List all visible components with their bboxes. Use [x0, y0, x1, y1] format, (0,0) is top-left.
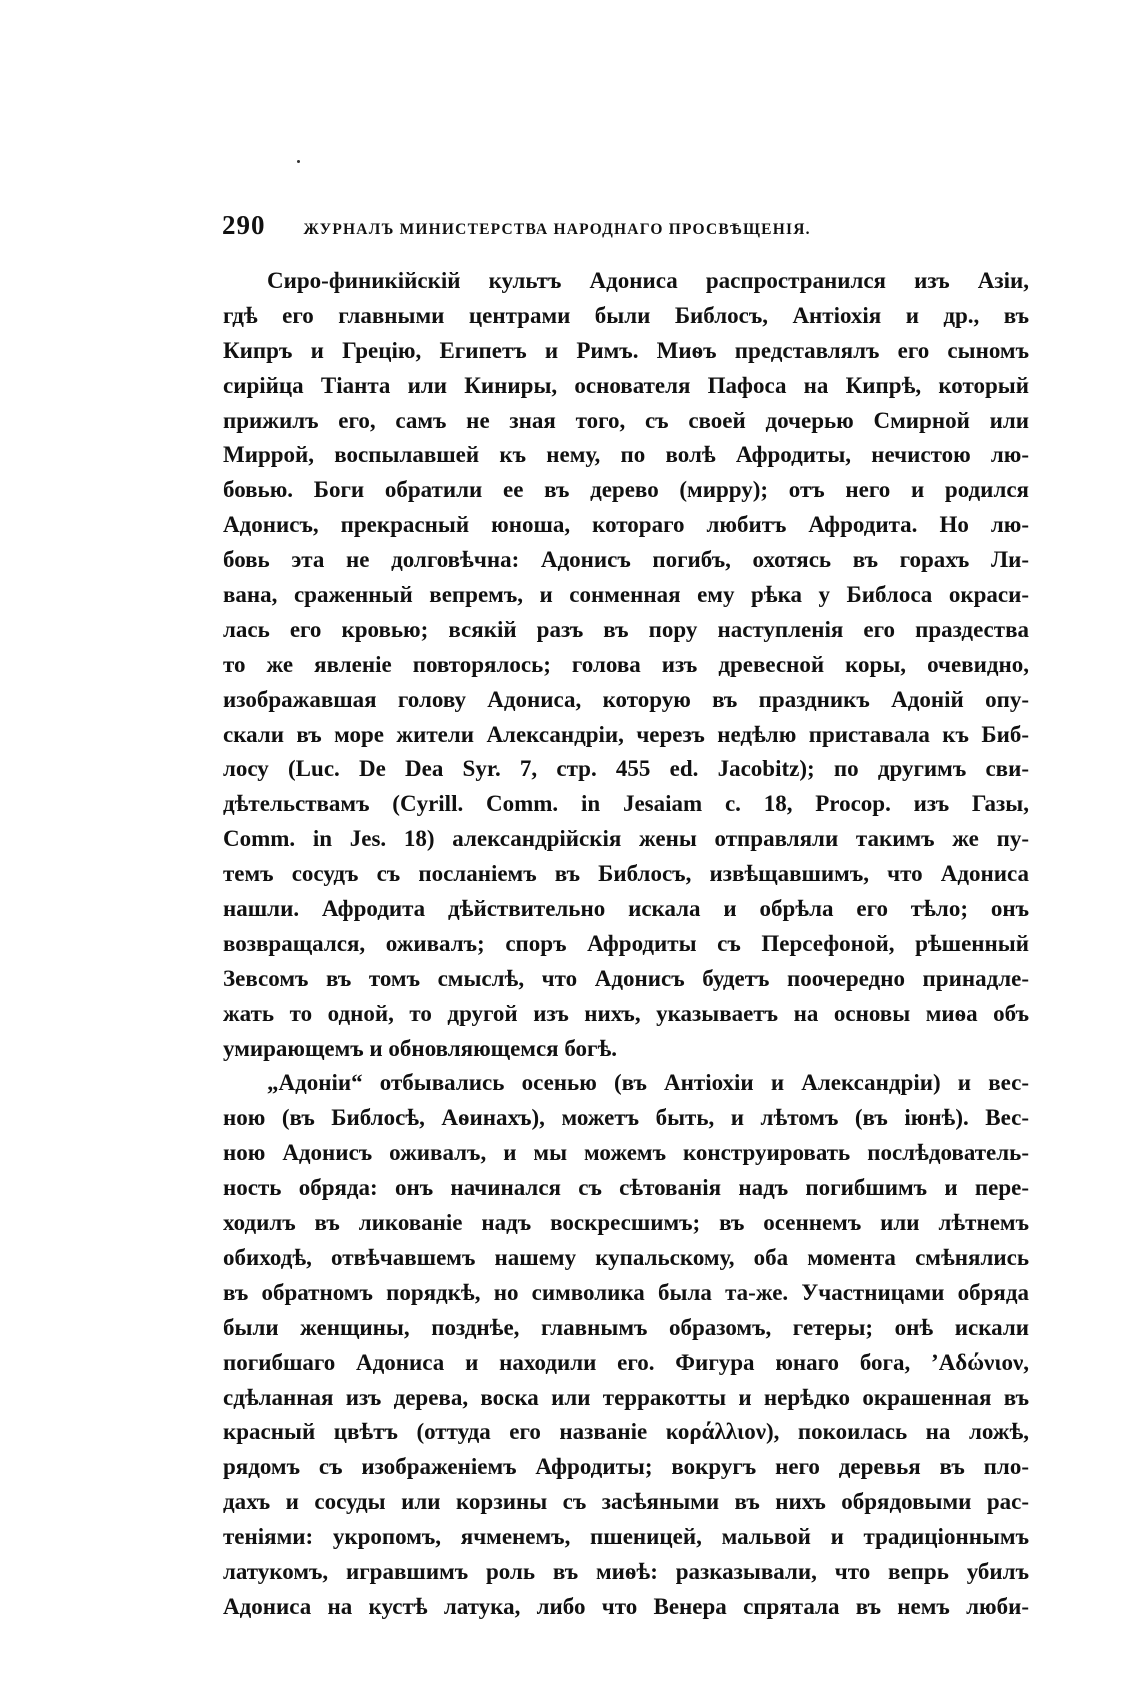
- text-line: лась его кровью; всякій разъ въ пору наступленія его праздества: [223, 616, 1029, 642]
- text-line: теніями: укропомъ, ячменемъ, пшеницей, мальвой и традиціоннымъ: [223, 1524, 1029, 1550]
- text-line: сдѣланная изъ дерева, воска или терракотты и нерѣдко окрашенная въ: [223, 1384, 1029, 1410]
- text-body: [223, 264, 1029, 1625]
- text-line: ною Адонисъ оживалъ, и мы можемъ конструировать послѣдователь-: [223, 1140, 1029, 1166]
- text-line: ность обряда: онъ начинался съ сѣтованія надъ погибшимъ и пере-: [223, 1175, 1029, 1201]
- ink-speck: [297, 160, 300, 163]
- text-line: вана, сраженный вепремъ, и сонменная ему рѣка у Библоса окраси-: [223, 582, 1029, 608]
- text-line: то же явленіе повторялось; голова изъ древесной коры, очевидно,: [223, 651, 1029, 677]
- text-line: красный цвѣтъ (оттуда его названіе κοράλλιον), покоилась на ложѣ,: [223, 1419, 1029, 1445]
- text-line: бовью. Боги обратили ее въ дерево (мирру); отъ него и родился: [223, 477, 1029, 503]
- text-line: Адонисъ, прекрасный юноша, котораго любитъ Афродита. Но лю-: [223, 512, 1029, 538]
- text-line: гдѣ его главными центрами были Библосъ, Антіохія и др., въ: [223, 302, 1029, 328]
- text-line: прижилъ его, самъ не зная того, съ своей дочерью Смирной или: [223, 407, 1029, 433]
- text-line: умирающемъ и обновляющемся богѣ.: [223, 1035, 618, 1061]
- text-line: скали въ море жители Александріи, черезъ недѣлю приставала къ Биб-: [223, 721, 1029, 747]
- text-line: сирійца Тіанта или Киниры, основателя Пафоса на Кипрѣ, который: [223, 372, 1029, 398]
- text-line: въ обратномъ порядкѣ, но символика была та-же. Участницами обряда: [223, 1279, 1029, 1305]
- text-line: Миррой, воспылавшей къ нему, по волѣ Афродиты, нечистою лю-: [223, 442, 1029, 468]
- text-line: бовь эта не долговѣчна: Адонисъ погибъ, охотясь въ горахъ Ли-: [223, 547, 1029, 573]
- text-line: темъ сосудъ съ посланіемъ въ Библосъ, извѣщавшимъ, что Адониса: [223, 861, 1029, 887]
- text-line: лосу (Luc. De Dea Syr. 7, стр. 455 ed. Jacobitz); по другимъ сви-: [223, 756, 1029, 782]
- text-line: дѣтельствамъ (Cyrill. Comm. in Jesaiam c. 18, Procop. изъ Газы,: [223, 791, 1029, 817]
- text-line: жать то одной, то другой изъ нихъ, указываетъ на основы миѳа объ: [223, 1000, 1029, 1026]
- text-line: ходилъ въ ликованіе надъ воскресшимъ; въ осеннемъ или лѣтнемъ: [223, 1210, 1029, 1236]
- text-line: возвращался, оживалъ; споръ Афродиты съ Персефоной, рѣшенный: [223, 930, 1029, 956]
- text-line: нашли. Афродита дѣйствительно искала и обрѣла его тѣло; онъ: [223, 896, 1029, 922]
- text-line: изображавшая голову Адониса, которую въ праздникъ Адоній опу-: [223, 686, 1029, 712]
- text-line: обиходѣ, отвѣчавшемъ нашему купальскому, оба момента смѣнялись: [223, 1244, 1029, 1270]
- page-number: 290: [222, 210, 266, 240]
- text-line: дахъ и сосуды или корзины съ засѣяными въ нихъ обрядовыми рас-: [223, 1489, 1029, 1515]
- text-line: были женщины, позднѣе, главнымъ образомъ, гетеры; онѣ искали: [223, 1314, 1029, 1340]
- page-header: [222, 210, 942, 244]
- running-title: ЖУРНАЛЪ МИНИСТЕРСТВА НАРОДНАГО ПРОСВѢЩЕНІЯ.: [303, 221, 811, 238]
- text-line: Сиро-финикійскій культъ Адониса распространился изъ Азіи,: [267, 268, 1029, 293]
- text-line: рядомъ съ изображеніемъ Афродиты; вокругъ него деревья въ пло-: [223, 1454, 1029, 1480]
- text-line: ною (въ Библосѣ, Аѳинахъ), можетъ быть, и лѣтомъ (въ іюнѣ). Вес-: [223, 1105, 1029, 1131]
- text-line: латукомъ, игравшимъ роль въ миѳѣ: разказывали, что вепрь убилъ: [223, 1558, 1029, 1584]
- text-line: „Адоніи“ отбывались осенью (въ Антіохіи и Александріи) и вес-: [267, 1070, 1029, 1096]
- text-line: Кипръ и Грецію, Египетъ и Римъ. Миѳъ представлялъ его сыномъ: [223, 337, 1029, 363]
- text-line: Зевсомъ въ томъ смыслѣ, что Адонисъ будетъ поочередно принадле-: [223, 965, 1029, 991]
- text-line: погибшаго Адониса и находили его. Фигура юнаго бога, ’Αδώνιον,: [223, 1349, 1029, 1375]
- text-line: Адониса на кустѣ латука, либо что Венера спрятала въ немъ люби-: [223, 1593, 1029, 1619]
- text-line: Comm. in Jes. 18) александрійскія жены отправляли такимъ же пу-: [223, 826, 1029, 852]
